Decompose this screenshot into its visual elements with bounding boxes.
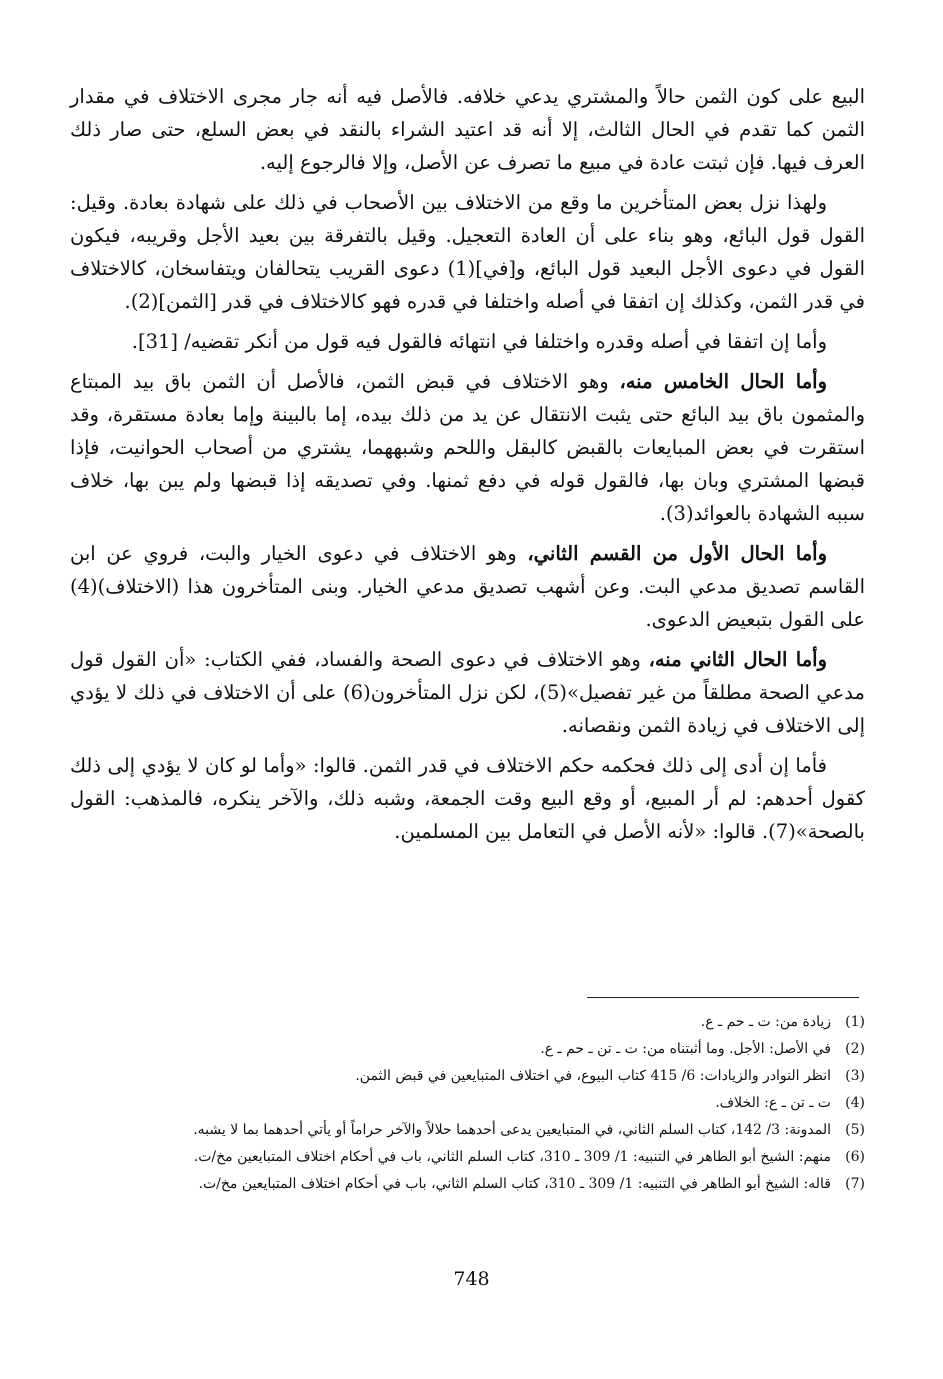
footnote-1	[70, 1010, 865, 1035]
footnote-number: (3)	[845, 1068, 865, 1084]
paragraph-3	[70, 325, 865, 358]
footnote-number: (1)	[845, 1014, 865, 1030]
paragraph-lead: وأما الحال الأول من القسم الثاني،	[527, 542, 828, 565]
footnote-text: زيادة من: ت ـ حم ـ ع.	[700, 1014, 831, 1030]
paragraph-text: البيع على كون الثمن حالاً والمشتري يدعي خلافه. فالأصل فيه أنه جار مجرى الاختلاف في مقدار الثمن كما تقدم في الحال الثالث، إلا أنه قد اعتيد الشراء بالنقد في بعض السلع، حتى صار ذلك العرف فيها. فإن ثبتت عادة في مبيع ما تصرف عن الأصل، وإلا فالرجوع إليه.	[70, 85, 865, 174]
footnote-number: (4)	[845, 1095, 865, 1111]
footnote-text: منهم: الشيخ أبو الطاهر في التنبيه: 1/ 309 ـ 310، كتاب السلم الثاني، باب في أحكام اختلاف المتبايعين مخ/ت.	[193, 1149, 831, 1165]
paragraph-4	[70, 365, 865, 530]
footnote-5	[70, 1118, 865, 1143]
paragraph-lead: وأما الحال الخامس منه،	[619, 370, 827, 393]
paragraph-text: وأما إن اتفقا في أصله وقدره واختلفا في انتهائه فالقول فيه قول من أنكر تقضيه/ [31].	[131, 330, 827, 353]
footnote-text: ت ـ تن ـ ع: الخلاف.	[715, 1095, 831, 1111]
footnotes	[70, 1010, 865, 1199]
footnote-2	[70, 1037, 865, 1062]
paragraph-text: ولهذا نزل بعض المتأخرين ما وقع من الاختلاف بين الأصحاب في ذلك على شهادة بعادة. وقيل: القول قول البائع، وهو بناء على أن العادة التعجيل. وقيل بالتفرقة بين بعيد الأجل وقريبه، فيكون القول في دعوى الأجل البعيد قول البائع، و[في](1) دعوى القريب يتحالفان ويتفاسخان، كالاختلاف في قدر الثمن، وكذلك إن اتفقا في أصله واختلفا في قدره فهو كالاختلاف في قدر [الثمن](2).	[70, 191, 865, 313]
footnote-divider	[587, 997, 859, 998]
paragraph-1	[70, 80, 865, 179]
footnote-text: قاله: الشيخ أبو الطاهر في التنبيه: 1/ 309 ـ 310، كتاب السلم الثاني، باب في أحكام اختلاف المتبايعين مخ/ت.	[198, 1176, 831, 1192]
footnote-number: (5)	[845, 1122, 865, 1138]
paragraph-text: فأما إن أدى إلى ذلك فحكمه حكم الاختلاف في قدر الثمن. قالوا: «وأما لو كان لا يؤدي إلى ذلك كقول أحدهم: لم أر المبيع، أو وقع البيع وقت الجمعة، وشبه ذلك، والآخر ينكره، فالمذهب: القول بالصحة»(7). قالوا: «لأنه الأصل في التعامل بين المسلمين.	[70, 754, 865, 843]
footnote-number: (6)	[845, 1149, 865, 1165]
main-text	[70, 80, 865, 855]
footnote-7	[70, 1172, 865, 1197]
footnote-6	[70, 1145, 865, 1170]
footnote-text: في الأصل: الأجل. وما أثبتناه من: ت ـ تن ـ حم ـ ع.	[540, 1041, 831, 1057]
paragraph-5	[70, 537, 865, 636]
page-number: 748	[453, 1268, 490, 1290]
footnote-4	[70, 1091, 865, 1116]
footnote-number: (7)	[845, 1176, 865, 1192]
paragraph-7	[70, 749, 865, 848]
paragraph-6	[70, 643, 865, 742]
paragraph-text: وهو الاختلاف في دعوى الصحة والفساد، ففي الكتاب: «أن القول قول مدعي الصحة مطلقاً من غير تفصيل»(5)، لكن نزل المتأخرون(6) على أن الاختلاف في ذلك لا يؤدي إلى الاختلاف في زيادة الثمن ونقصانه.	[70, 648, 865, 737]
paragraph-2	[70, 186, 865, 318]
footnote-text: انظر النوادر والزيادات: 6/ 415 كتاب البيوع، في اختلاف المتبايعين في قبض الثمن.	[355, 1068, 831, 1084]
footnote-text: المدونة: 3/ 142، كتاب السلم الثاني، في المتبايعين يدعى أحدهما حلالاً والآخر حراماً أو يأتي أحدهما بما لا يشبه.	[193, 1122, 831, 1138]
footnote-3	[70, 1064, 865, 1089]
paragraph-text: وهو الاختلاف في دعوى الخيار والبت، فروي عن ابن القاسم تصديق مدعي البت. وعن أشهب تصديق مدعي الخيار. وبنى المتأخرون هذا (الاختلاف)(4) على القول بتبعيض الدعوى.	[70, 542, 865, 631]
paragraph-text: وهو الاختلاف في قبض الثمن، فالأصل أن الثمن باق بيد المبتاع والمثمون باق بيد البائع حتى يثبت الانتقال عن يد من ذلك بيده، إما بالبينة وإما بعادة مستقرة، وقد استقرت في بعض المبايعات بالقبض كالبقل واللحم وشبههما، يشتري من أصحاب الحوانيت، فإذا قبضها المشتري وبان بها، فالقول قوله في دفع ثمنها. وفي تصديقه إذا قبضها ولم يبن بها، خلاف سببه الشهادة بالعوائد(3).	[70, 370, 865, 525]
paragraph-lead: وأما الحال الثاني منه،	[648, 648, 827, 671]
footnote-number: (2)	[845, 1041, 865, 1057]
